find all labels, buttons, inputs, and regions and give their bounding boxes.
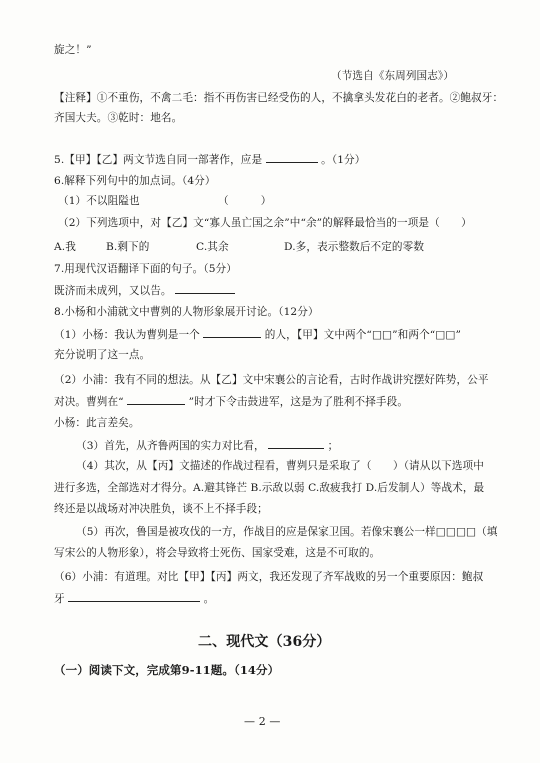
q8-2-text: 对决。曹刿在“ [54, 396, 124, 408]
q8-3-text: （3）首先，从齐鲁两国的实力对比看， [76, 440, 265, 452]
q5-answer-blank[interactable] [266, 152, 318, 163]
source-citation: （节选自《东周列国志》） [331, 70, 455, 82]
q8-item-4-line-1: （4）其次，从【丙】文描述的作战过程看，曹刿只是采取了（ ）（请从以下选项中 [76, 460, 484, 472]
q8-item-4-line-3: 终还是以战场对冲决胜负，谈不上不择手段； [54, 503, 268, 515]
q7-answer-blank[interactable] [175, 283, 235, 294]
q8-6-end: 。 [203, 593, 215, 605]
q8-item-5-line-2: 写宋公的人物形象），将会导致将士死伤、国家受难，这是不可取的。 [54, 547, 381, 559]
q8-item-6-line-2 [54, 591, 214, 606]
option-b[interactable]: B.剩下的 [106, 241, 150, 253]
option-a[interactable]: A.我 [54, 241, 76, 253]
option-c[interactable]: C.其余 [196, 241, 229, 253]
q8-3-end: ； [327, 440, 339, 452]
q8-6-answer-blank[interactable] [68, 591, 200, 602]
question-8: 8.小杨和小浦就文中曹刿的人物形象展开讨论。（12分） [54, 306, 319, 318]
q6-item-1: （1）不以阻隘也 [58, 195, 140, 207]
option-d[interactable]: D.多，表示整数后不定的零数 [284, 241, 425, 253]
page-number: — 2 — [244, 715, 281, 728]
q8-item-2-line-1: （2）小浦：我有不同的想法。从【乙】文中宋襄公的言论看，古时作战讲究摆好阵势，公平 [54, 374, 489, 386]
section-2-part-1-heading: （一）阅读下文，完成第9-11题。（14分） [54, 663, 280, 677]
q8-2-text-cont: ”时才下令击鼓进军，这是为了胜利不择手段。 [188, 396, 409, 408]
q8-xiaoyang-reply: 小杨：此言差矣。 [54, 417, 140, 429]
q8-3-answer-blank[interactable] [268, 438, 324, 449]
question-6: 6.解释下列句中的加点词。（4分） [54, 175, 216, 187]
q8-item-5-line-1: （5）再次，鲁国是被攻伐的一方，作战目的应是保家卫国。若像宋襄公一样□□□□（填 [76, 526, 498, 538]
section-2-title: 二、现代文（36分） [198, 634, 331, 650]
passage-ending: 旋之！” [54, 44, 92, 56]
q8-item-1-end: 充分说明了这一点。 [54, 349, 151, 361]
q8-item-1 [54, 327, 461, 342]
q8-item-2-line-2 [54, 394, 408, 409]
question-7: 7.用现代汉语翻译下面的句子。（5分） [54, 263, 237, 275]
q8-2-answer-blank[interactable] [127, 394, 185, 405]
q6-item-2: （2）下列选项中，对【乙】文“寡人虽亡国之余”中“余”的解释最恰当的一项是（ ） [58, 217, 472, 229]
q8-1-text-cont: 的人，【甲】文中两个“□□”和两个“□□” [264, 329, 462, 341]
q8-6-text: 牙 [54, 593, 65, 605]
q8-item-4-line-2: 进行多选，全部选对才得分。A.避其锋芒 B.示敌以弱 C.敌疲我打 D.后发制人）等战术，最 [54, 482, 485, 494]
q5-score: 。（1分） [321, 154, 366, 166]
annotation-line-2: 齐国大夫。③乾时：地名。 [54, 112, 183, 124]
question-5 [54, 152, 365, 167]
q5-text: 5.【甲】【乙】两文节选自同一部著作，应是 [54, 154, 263, 166]
q8-item-6-line-1: （6）小浦：有道理。对比【甲】【丙】两文，我还发现了齐军战败的另一个重要原因：鲍叔 [54, 571, 484, 583]
q8-1-text: （1）小杨：我认为曹刿是一个 [54, 329, 200, 341]
q6-item-1-answer[interactable]: （ ） [218, 195, 272, 207]
q8-item-3 [76, 438, 338, 453]
q8-1-answer-blank[interactable] [203, 327, 261, 338]
q7-sentence [54, 283, 235, 298]
annotation-line-1: 【注释】①不重伤，不禽二毛：指不再伤害已经受伤的人，不擒拿头发花白的老者。②鲍叔牙： [54, 92, 504, 104]
q7-sentence-text: 既济而未成列，又以告。 [54, 285, 172, 297]
